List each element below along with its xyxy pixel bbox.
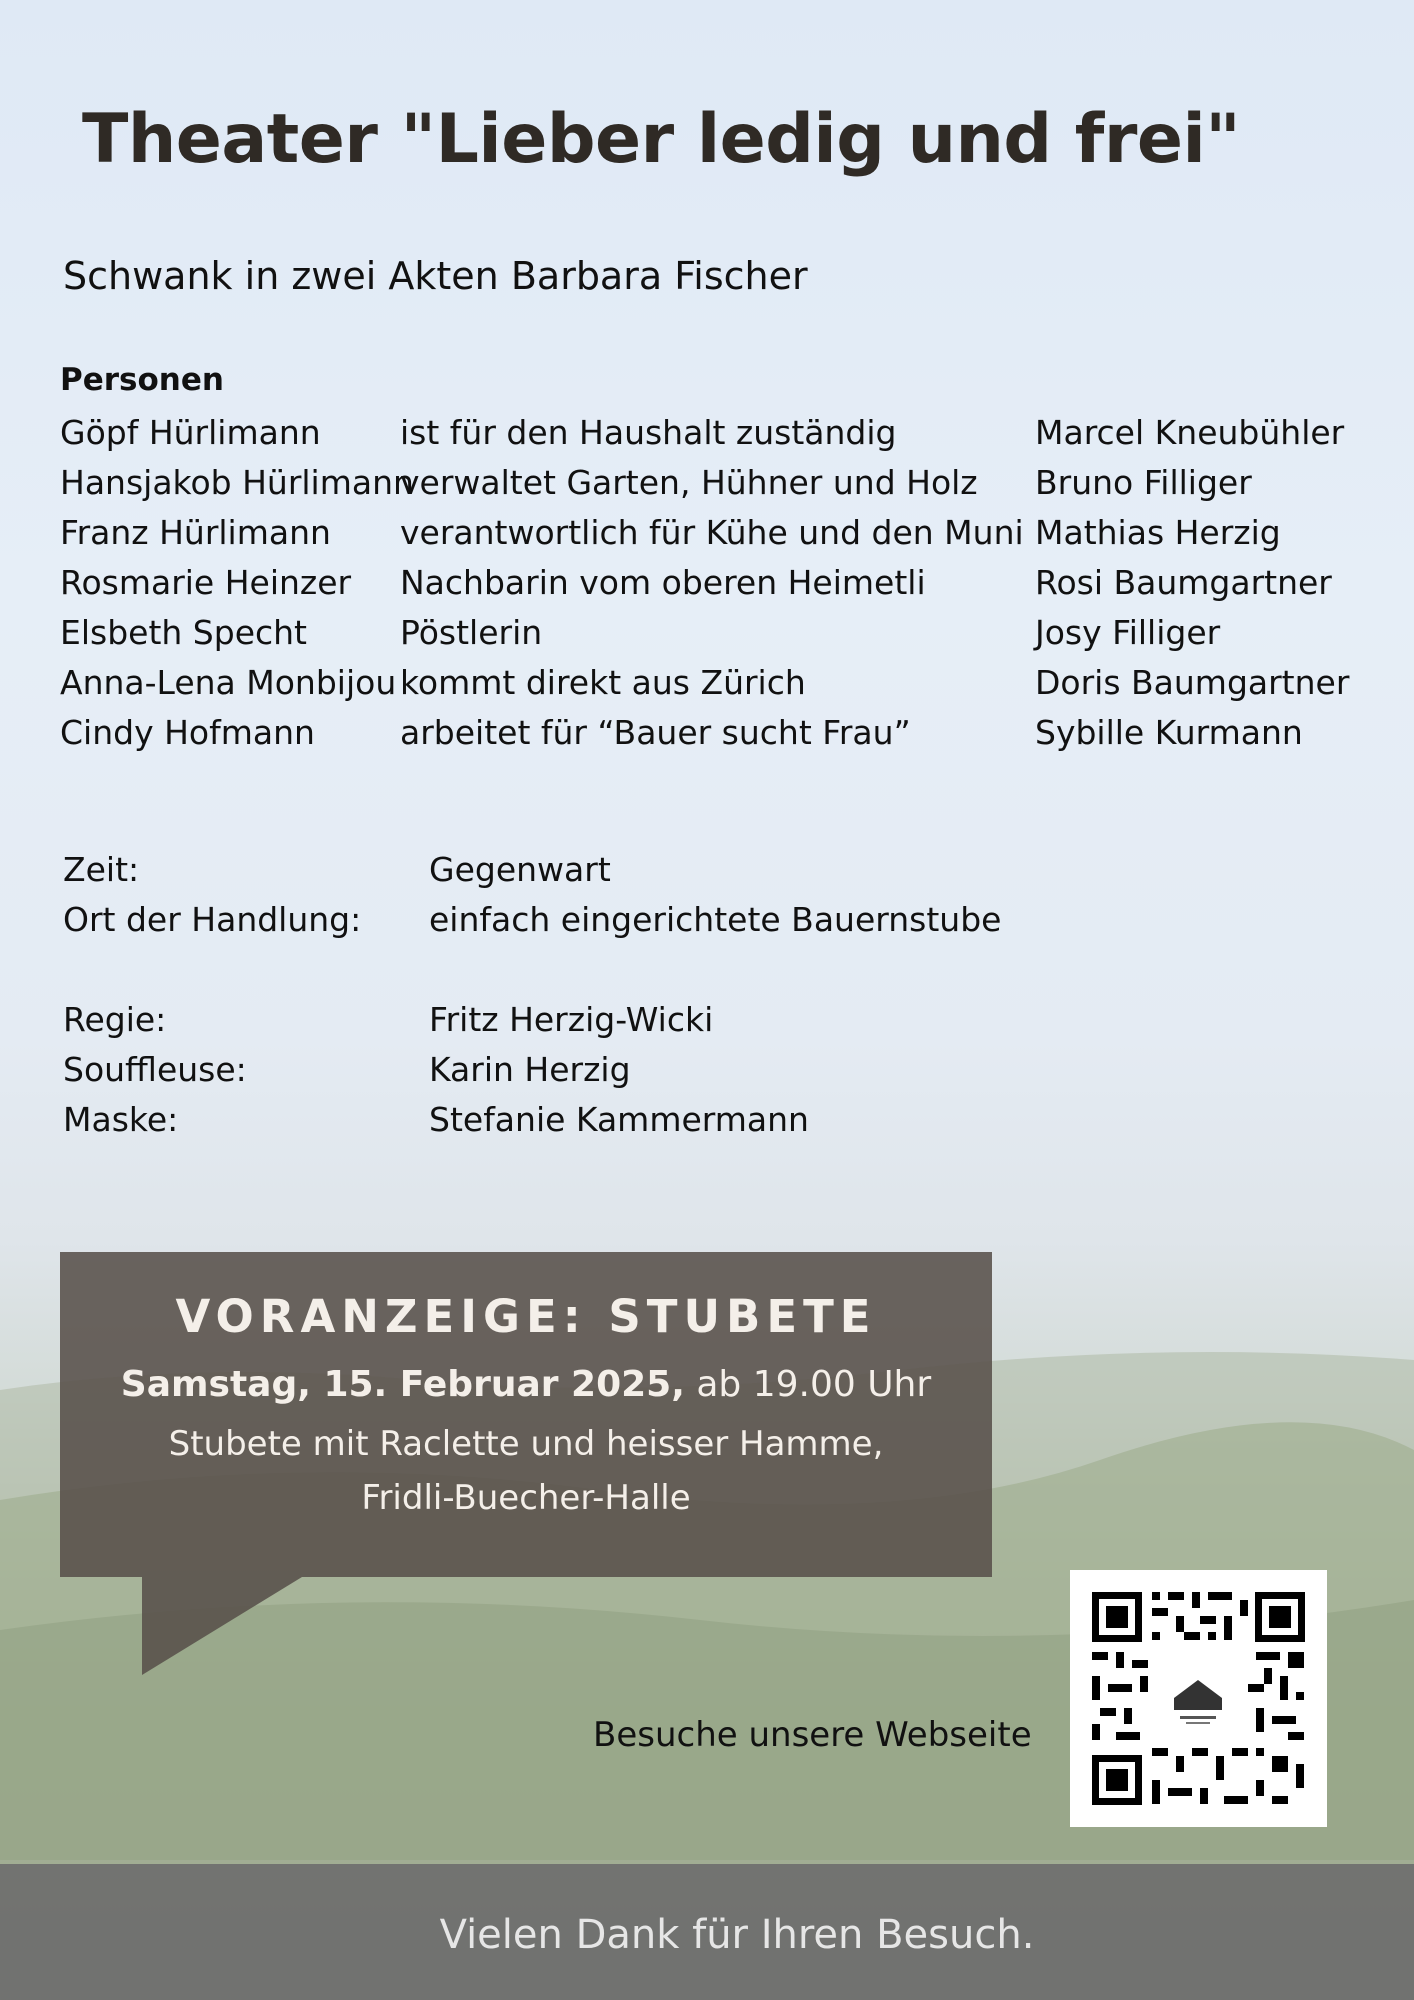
speech-bubble-tail bbox=[142, 1577, 302, 1677]
person-role: ist für den Haushalt zuständig bbox=[400, 413, 897, 452]
person-name: Rosmarie Heinzer bbox=[60, 563, 352, 602]
person-name: Anna-Lena Monbijou bbox=[60, 663, 397, 702]
person-actor: Josy Filliger bbox=[1035, 613, 1221, 652]
announcement-box bbox=[60, 1252, 992, 1577]
person-row bbox=[60, 458, 1360, 508]
person-name: Hansjakob Hürlimann bbox=[60, 463, 414, 502]
announcement-title: VORANZEIGE: STUBETE bbox=[175, 1290, 877, 1343]
person-row bbox=[60, 608, 1360, 658]
setting-value: einfach eingerichtete Bauernstube bbox=[429, 900, 1002, 939]
person-actor: Mathias Herzig bbox=[1035, 513, 1281, 552]
announcement-description: Stubete mit Raclette und heisser Hamme, bbox=[168, 1424, 884, 1464]
crew-row bbox=[63, 1045, 1263, 1095]
person-row bbox=[60, 658, 1360, 708]
person-actor: Doris Baumgartner bbox=[1035, 663, 1350, 702]
person-role: arbeitet für “Bauer sucht Frau” bbox=[400, 713, 911, 752]
subtitle: Schwank in zwei Akten Barbara Fischer bbox=[63, 254, 808, 298]
person-role: verantwortlich für Kühe und den Muni bbox=[400, 513, 1024, 552]
setting-label: Zeit: bbox=[63, 850, 140, 889]
website-prompt: Besuche unsere Webseite bbox=[593, 1715, 1032, 1755]
person-name: Göpf Hürlimann bbox=[60, 413, 321, 452]
person-name: Cindy Hofmann bbox=[60, 713, 315, 752]
crew-value: Karin Herzig bbox=[429, 1050, 631, 1089]
persons-table bbox=[60, 408, 1360, 758]
person-actor: Sybille Kurmann bbox=[1035, 713, 1303, 752]
footer-text: Vielen Dank für Ihren Besuch. bbox=[439, 1912, 1035, 1958]
person-row bbox=[60, 708, 1360, 758]
crew-label: Maske: bbox=[63, 1100, 179, 1139]
setting-value: Gegenwart bbox=[429, 850, 611, 889]
qr-code-icon[interactable] bbox=[1070, 1570, 1327, 1827]
person-name: Franz Hürlimann bbox=[60, 513, 331, 552]
persons-heading: Personen bbox=[60, 362, 224, 398]
crew-value: Stefanie Kammermann bbox=[429, 1100, 809, 1139]
person-role: verwaltet Garten, Hühner und Holz bbox=[400, 463, 978, 502]
person-row bbox=[60, 558, 1360, 608]
person-role: Nachbarin vom oberen Heimetli bbox=[400, 563, 926, 602]
setting-label: Ort der Handlung: bbox=[63, 900, 362, 939]
crew-block bbox=[63, 995, 1263, 1145]
setting-row bbox=[63, 845, 1263, 895]
setting-block bbox=[63, 845, 1263, 945]
person-role: kommt direkt aus Zürich bbox=[400, 663, 806, 702]
crew-value: Fritz Herzig-Wicki bbox=[429, 1000, 714, 1039]
crew-row bbox=[63, 995, 1263, 1045]
person-row bbox=[60, 508, 1360, 558]
footer-bar bbox=[0, 1864, 1414, 2000]
person-name: Elsbeth Specht bbox=[60, 613, 308, 652]
person-role: Pöstlerin bbox=[400, 613, 543, 652]
person-actor: Bruno Filliger bbox=[1035, 463, 1252, 502]
announcement-date-bold: Samstag, 15. Februar 2025, bbox=[120, 1364, 685, 1405]
crew-label: Souffleuse: bbox=[63, 1050, 247, 1089]
announcement-location: Fridli-Buecher-Halle bbox=[361, 1478, 691, 1518]
person-row bbox=[60, 408, 1360, 458]
announcement-time: ab 19.00 Uhr bbox=[684, 1364, 932, 1405]
announcement-date bbox=[60, 1364, 992, 1405]
setting-row bbox=[63, 895, 1263, 945]
qr-code-graphic bbox=[1070, 1570, 1327, 1827]
page-title: Theater "Lieber ledig und frei" bbox=[82, 100, 1241, 179]
crew-label: Regie: bbox=[63, 1000, 167, 1039]
crew-row bbox=[63, 1095, 1263, 1145]
person-actor: Rosi Baumgartner bbox=[1035, 563, 1332, 602]
person-actor: Marcel Kneubühler bbox=[1035, 413, 1345, 452]
